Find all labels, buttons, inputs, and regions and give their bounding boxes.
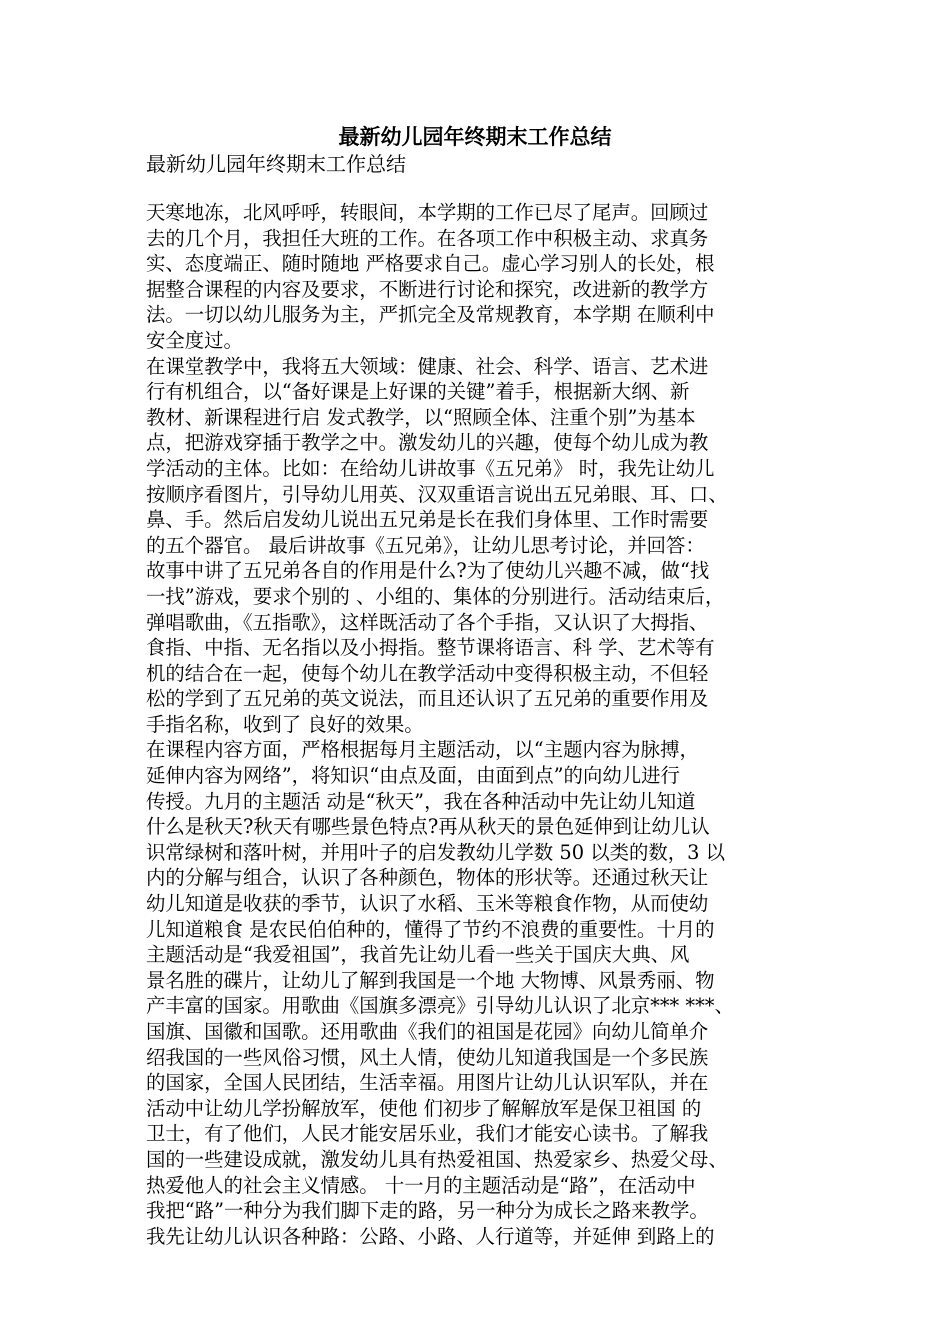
body-line: 活动中让幼儿学扮解放军，使他 们初步了解解放军是保卫祖国 的: [146, 1096, 702, 1120]
body-line: 传授。九月的主题活 动是“秋天”，我在各种活动中先让幼儿知道: [146, 789, 696, 813]
body-line: 儿知道粮食 是农民伯伯种的，懂得了节约不浪费的重要性。十月的: [146, 917, 715, 941]
body-line: 按顺序看图片，引导幼儿用英、汉双重语言说出五兄弟眼、耳、口、: [146, 482, 728, 506]
body-line: 行有机组合，以“备好课是上好课的关键”着手，根据新大纲、新: [146, 380, 690, 404]
body-line: 卫士，有了他们，人民才能安居乐业，我们才能安心读书。了解我: [146, 1122, 709, 1146]
body-line: 食指、中指、无名指以及小拇指。整节课将语言、科 学、艺术等有: [146, 636, 715, 660]
body-line: 法。一切以幼儿服务为主，严抓完全及常规教育，本学期 在顺利中: [146, 303, 715, 327]
body-line: 景名胜的碟片，让幼儿了解到我国是一个地 大物博、风景秀丽、物: [146, 968, 715, 992]
body-line: 的五个器官。 最后讲故事《五兄弟》，让幼儿思考讨论，并回答：: [146, 533, 705, 557]
body-line: 手指名称，收到了 良好的效果。: [146, 712, 424, 736]
body-line: 热爱他人的社会主义情感。 十一月的主题活动是“路”，在活动中: [146, 1173, 696, 1197]
document-title: 最新幼儿园年终期末工作总结: [338, 125, 612, 149]
body-line: 产丰富的国家。用歌曲《国旗多漂亮》引导幼儿认识了北京*** ***、: [146, 994, 734, 1018]
body-line: 实、态度端正、随时随地 严格要求自己。虚心学习别人的长处，根: [146, 252, 715, 276]
body-line: 安全度过。: [146, 328, 243, 352]
body-line: 在课程内容方面，严格根据每月主题活动，以“主题内容为脉搏，: [146, 738, 699, 762]
body-line: 延伸内容为网络”，将知识“由点及面，由面到点”的向幼儿进行: [146, 764, 680, 788]
body-line: 内的分解与组合，认识了各种颜色，物体的形状等。还通过秋天让: [146, 866, 709, 890]
body-line: 去的几个月，我担任大班的工作。在各项工作中积极主动、求真务: [146, 226, 709, 250]
body-line: 机的结合在一起，使每个幼儿在教学活动中变得积极主动，不但轻: [146, 661, 709, 685]
body-line: 学活动的主体。比如：在给幼儿讲故事《五兄弟》 时，我先让幼儿: [146, 456, 715, 480]
body-line: 松的学到了五兄弟的英文说法，而且还认识了五兄弟的重要作用及: [146, 687, 709, 711]
body-line: 据整合课程的内容及要求，不断进行讨论和探究，改进新的教学方: [146, 277, 709, 301]
document-subtitle: 最新幼儿园年终期末工作总结: [146, 152, 406, 176]
document-body: [146, 200, 814, 1249]
body-line: 一找”游戏，要求个别的 、小组的、集体的分别进行。活动结束后，: [146, 584, 725, 608]
body-line: 主题活动是“我爱祖国”，我首先让幼儿看一些关于国庆大典、风: [146, 943, 690, 967]
body-line: 我把“路”一种分为我们脚下走的路，另一种分为成长之路来教学。: [146, 1199, 709, 1223]
body-line: 在课堂教学中，我将五大领域：健康、社会、科学、语言、艺术进: [146, 354, 709, 378]
body-line: 识常绿树和落叶树，并用叶子的启发教幼儿学数 50 以类的数，3 以: [146, 840, 726, 864]
body-line: 天寒地冻，北风呼呼，转眼间，本学期的工作已尽了尾声。回顾过: [146, 201, 709, 224]
body-line: 绍我国的一些风俗习惯，风土人情，使幼儿知道我国是一个多民族: [146, 1045, 709, 1069]
body-line: 鼻、手。然后启发幼儿说出五兄弟是长在我们身体里、工作时需要: [146, 508, 709, 532]
body-line: 幼儿知道是收获的季节，认识了水稻、玉米等粮食作物，从而使幼: [146, 892, 709, 916]
body-line: 我先让幼儿认识各种路：公路、小路、人行道等，并延伸 到路上的: [146, 1224, 715, 1248]
body-line: 国的一些建设成就，激发幼儿具有热爱祖国、热爱家乡、热爱父母、: [146, 1147, 728, 1171]
body-line: 教材、新课程进行启 发式教学，以“照顾全体、注重个别”为基本: [146, 405, 696, 429]
body-line: 国旗、国徽和国歌。还用歌曲《我们的祖国是花园》向幼儿简单介: [146, 1020, 709, 1043]
body-line: 的国家，全国人民团结，生活幸福。用图片让幼儿认识军队，并在: [146, 1071, 709, 1095]
body-line: 什么是秋天?秋天有哪些景色特点?再从秋天的景色延伸到让幼儿认: [146, 815, 710, 839]
body-line: 点，把游戏穿插于教学之中。激发幼儿的兴趣，使每个幼儿成为教: [146, 431, 709, 455]
body-line: 故事中讲了五兄弟各自的作用是什么?为了使幼儿兴趣不减，做“找: [146, 559, 710, 583]
body-line: 弹唱歌曲，《五指歌》，这样既活动了各个手指，又认识了大拇指、: [146, 610, 709, 634]
